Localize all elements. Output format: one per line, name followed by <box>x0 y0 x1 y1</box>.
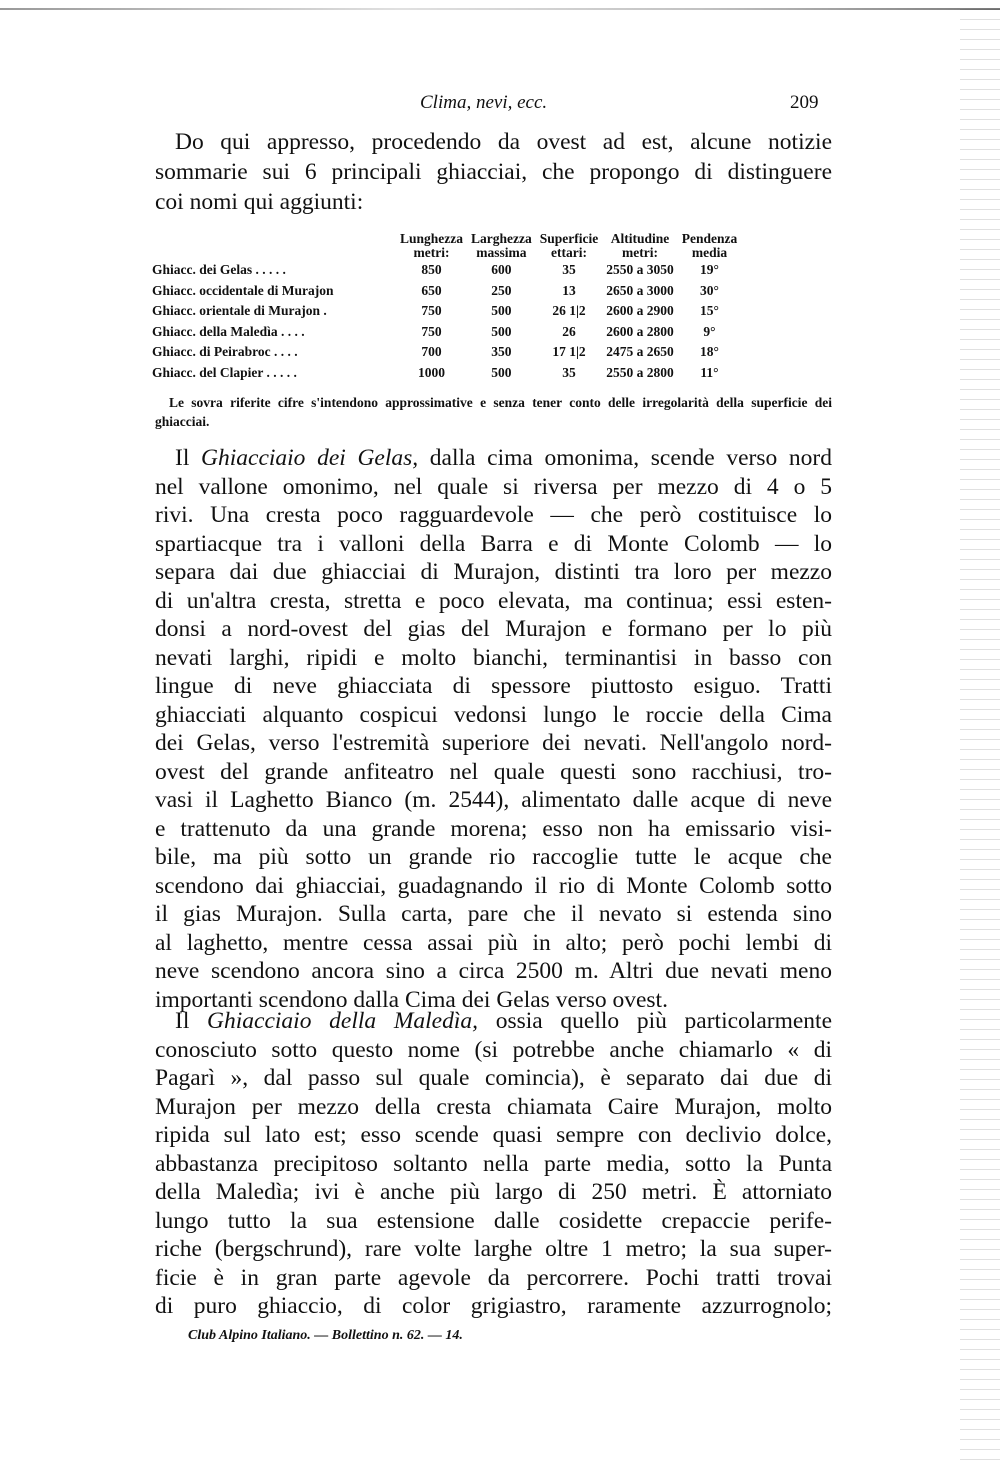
text-line: ripida sul lato est; esso scende quasi sempre con declivio dolce, <box>155 1122 832 1148</box>
text-line: dei Gelas, verso l'estremità superiore dei nevati. Nell'angolo nord- <box>155 730 832 756</box>
table-cell: 2550 a 2800 <box>606 364 674 380</box>
glacier-name-italic: Ghiacciaio dei Gelas, <box>201 445 419 471</box>
table-row <box>152 301 741 322</box>
table-cell: 2550 a 3050 <box>606 262 674 278</box>
table-cell: 750 <box>421 323 442 339</box>
header-line: massima <box>476 245 527 260</box>
table-cell: 13 <box>562 282 576 298</box>
glacier-name-cell: Ghiacc. di Peirabroc . . . . <box>152 344 298 360</box>
column-header <box>396 228 467 260</box>
text-line <box>155 1007 832 1036</box>
header-line: metri: <box>413 245 450 260</box>
column-header <box>536 228 603 260</box>
glacier-name-cell: Ghiacc. dei Gelas . . . . . <box>152 262 286 278</box>
table-cell: 26 1|2 <box>552 303 586 319</box>
text-line: lingue di neve ghiacciata di spessore piuttosto esiguo. Tratti <box>155 673 832 699</box>
text-line: neve scendono ancora sino a circa 2500 m. Altri due nevati meno <box>155 958 832 984</box>
table-cell: 15° <box>700 303 719 319</box>
text-fragment: Il <box>175 1008 208 1034</box>
table-cell: 2600 a 2800 <box>606 323 674 339</box>
table-cell: 26 <box>562 323 576 339</box>
page-footer: Club Alpino Italiano. — Bollettino n. 62. — 14. <box>188 1328 463 1343</box>
text-line: ovest del grande anfiteatro nel quale questi sono racchiusi, tro- <box>155 758 832 785</box>
text-line: importanti scendono dalla Cima dei Gelas verso ovest. <box>155 986 668 1013</box>
header-line: ettari: <box>551 245 587 260</box>
text-fragment: ossia quello più particolarmente <box>478 1008 832 1034</box>
text-line: lungo tutto la sua estensione dalle cosidette crepaccie perife- <box>155 1207 832 1234</box>
header-line: Larghezza <box>471 231 532 246</box>
glacier-name-italic: Ghiacciaio della Maledìa, <box>207 1008 479 1034</box>
table-cell: 17 1|2 <box>552 344 586 360</box>
intro-paragraph <box>155 127 832 217</box>
table-cell: 700 <box>421 344 442 360</box>
glacier-table <box>152 228 741 383</box>
text-line: nel vallone omonimo, nel quale si riversa per mezzo di 4 o 5 <box>155 473 832 500</box>
glacier-name-cell: Ghiacc. del Clapier . . . . . <box>152 364 297 380</box>
column-header <box>467 228 536 260</box>
header-line: Superficie <box>539 231 599 246</box>
table-cell: 500 <box>491 323 512 339</box>
column-header <box>602 228 678 260</box>
text-line: Murajon per mezzo della cresta chiamata Caire Murajon, molto <box>155 1093 832 1120</box>
text-line: nevati larghi, ripidi e molto bianchi, terminantisi in basso con <box>155 644 832 671</box>
table-cell: 750 <box>421 303 442 319</box>
scan-border <box>0 8 1000 10</box>
table-cell: 18° <box>700 344 719 360</box>
column-header <box>678 228 742 260</box>
table-cell: 19° <box>700 262 719 278</box>
table-cell: 600 <box>491 262 512 278</box>
text-line: bile, ma più sotto un grande rio raccoglie tutte le acque che <box>155 844 832 870</box>
text-line: della Maledìa; ivi è anche più largo di 250 metri. È attorniato <box>155 1179 832 1205</box>
table-cell: 500 <box>491 303 512 319</box>
text-line: donsi a nord-ovest del gias del Murajon e formano per lo più <box>155 616 832 642</box>
table-cell: 650 <box>421 282 442 298</box>
table-cell: 250 <box>491 282 512 298</box>
text-line: separa dai due ghiacciai di Murajon, distinti tra loro per mezzo <box>155 559 832 585</box>
table-note: Le sovra riferite cifre s'intendono approssimative e senza tener conto delle irregolarità della superficie dei ghiacciai. <box>155 395 832 429</box>
text-line <box>155 444 832 473</box>
text-line: spartiacque tra i valloni della Barra e di Monte Colomb — lo <box>155 530 832 557</box>
table-cell: 35 <box>562 262 576 278</box>
text-line: Do qui appresso, procedendo da ovest ad est, alcune notizie <box>175 129 832 155</box>
text-line: riche (bergschrund), rare volte larghe oltre 1 metro; la sua super- <box>155 1236 832 1262</box>
table-row <box>152 260 741 281</box>
table-cell: 350 <box>491 344 512 360</box>
text-fragment: Il <box>175 445 202 471</box>
text-line: scendono dai ghiacciai, guadagnando il rio di Monte Colomb sotto <box>155 872 832 899</box>
table-row <box>152 342 741 363</box>
text-line: abbastanza precipitoso soltanto nella parte media, sotto la Punta <box>155 1150 832 1177</box>
table-cell: 1000 <box>418 364 445 380</box>
table-cell: 2600 a 2900 <box>606 303 674 319</box>
table-cell: 500 <box>491 364 512 380</box>
text-line: al laghetto, mentre cessa assai più in alto; però pochi lembi di <box>155 929 832 956</box>
text-line: sommarie sui 6 principali ghiacciai, che propongo di distinguere <box>155 159 832 185</box>
text-line: di puro ghiaccio, di color grigiastro, raramente azzurrognolo; <box>155 1293 832 1319</box>
paragraph-maledia <box>155 1007 832 1321</box>
text-line: vasi il Laghetto Bianco (m. 2544), alimentato dalle acque di neve <box>155 787 832 813</box>
scan-edge-noise <box>960 0 1000 1465</box>
header-line: metri: <box>622 245 658 260</box>
text-fragment: dalla cima omonima, scende verso nord <box>418 445 832 471</box>
glacier-name-cell: Ghiacc. orientale di Murajon . <box>152 303 327 319</box>
table-cell: 35 <box>562 364 576 380</box>
header-line: media <box>691 245 728 260</box>
table-cell: 850 <box>421 262 442 278</box>
header-line: Altitudine <box>610 231 670 246</box>
table-cell: 30° <box>700 282 719 298</box>
text-line: ficie è in gran parte agevole da percorrere. Pochi tratti trovai <box>155 1264 832 1291</box>
table-row <box>152 322 741 343</box>
text-line: Pagarì », dal passo sul quale comincia), è separato dai due di <box>155 1065 832 1091</box>
header-line: Lunghezza <box>400 231 464 246</box>
text-line: rivi. Una cresta poco ragguardevole — che però costituisce lo <box>155 502 832 528</box>
text-line: di un'altra cresta, stretta e poco elevata, ma continua; essi esten- <box>155 587 832 614</box>
running-header-title: Clima, nevi, ecc. <box>420 92 548 113</box>
paragraph-gelas <box>155 444 832 1014</box>
table-row <box>152 281 741 302</box>
table-cell: 11° <box>700 364 719 380</box>
text-line: il gias Murajon. Sulla carta, pare che il nevato si estenda sino <box>155 901 832 927</box>
column-header <box>152 228 396 260</box>
text-line: conosciuto sotto questo nome (si potrebbe anche chiamarlo « di <box>155 1036 832 1063</box>
header-line: Pendenza <box>681 231 738 246</box>
glacier-name-cell: Ghiacc. della Maledìa . . . . <box>152 323 305 339</box>
text-line: e trattenuto da una grande morena; esso non ha emissario visi- <box>155 815 832 842</box>
table-row <box>152 363 741 384</box>
table-cell: 9° <box>703 323 716 339</box>
text-line: ghiacciati alquanto cospicui vedonsi lungo le roccie della Cima <box>155 701 832 728</box>
page-number: 209 <box>790 92 819 113</box>
table-cell: 2475 a 2650 <box>606 344 674 360</box>
text-line: coi nomi qui aggiunti: <box>155 189 364 215</box>
table-cell: 2650 a 3000 <box>606 282 674 298</box>
glacier-name-cell: Ghiacc. occidentale di Murajon <box>152 282 334 298</box>
